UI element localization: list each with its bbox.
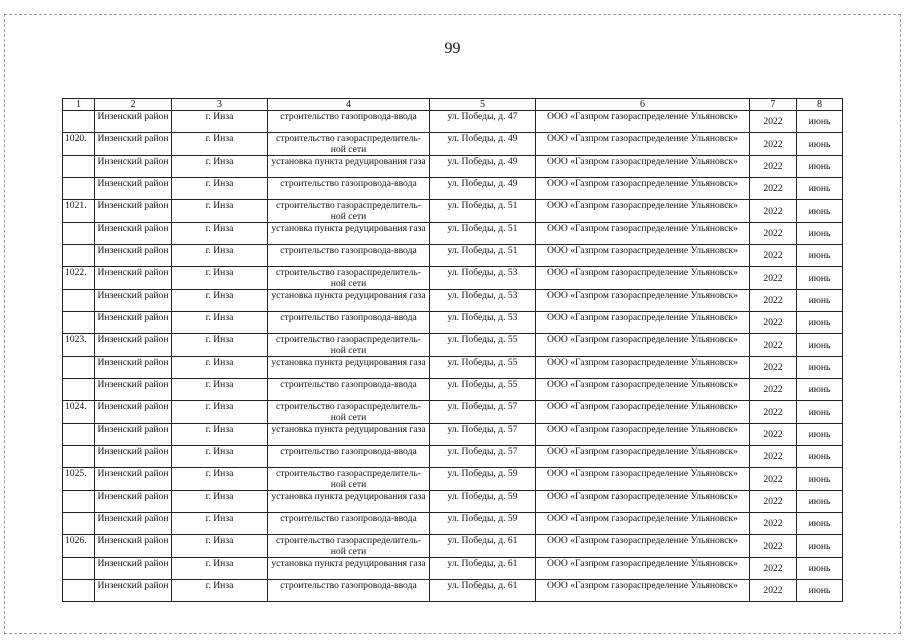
district-cell: Инзенский район: [95, 558, 172, 580]
organization-cell: ООО «Газпром газораспределение Ульяновск»: [536, 312, 750, 334]
district-cell: Инзенский район: [95, 223, 172, 245]
district-cell: Инзенский район: [95, 357, 172, 379]
organization-cell: ООО «Газпром газораспределение Ульяновск»: [536, 357, 750, 379]
city-cell: г. Инза: [172, 178, 268, 200]
city-cell: г. Инза: [172, 535, 268, 558]
year-cell: 2022: [750, 558, 797, 580]
month-cell: июнь: [797, 245, 843, 267]
work-type-cell: строительство газопровода-ввода: [268, 178, 430, 200]
city-cell: г. Инза: [172, 200, 268, 223]
address-cell: ул. Победы, д. 59: [430, 513, 536, 535]
city-cell: г. Инза: [172, 133, 268, 156]
row-number: [63, 290, 95, 312]
table-row: [63, 401, 843, 424]
month-cell: июнь: [797, 334, 843, 357]
row-number: [63, 178, 95, 200]
city-cell: г. Инза: [172, 290, 268, 312]
work-type-cell: строительство газораспределитель-ной сети: [268, 334, 430, 357]
organization-cell: ООО «Газпром газораспределение Ульяновск»: [536, 424, 750, 446]
organization-cell: ООО «Газпром газораспределение Ульяновск»: [536, 446, 750, 468]
work-type-cell: строительство газораспределитель-ной сети: [268, 468, 430, 491]
city-cell: г. Инза: [172, 334, 268, 357]
district-cell: Инзенский район: [95, 200, 172, 223]
row-number: [63, 379, 95, 401]
district-cell: Инзенский район: [95, 446, 172, 468]
table-row: [63, 267, 843, 290]
row-number: [63, 558, 95, 580]
work-type-cell: строительство газопровода-ввода: [268, 312, 430, 334]
district-cell: Инзенский район: [95, 491, 172, 513]
row-number: 1023.: [63, 334, 95, 357]
address-cell: ул. Победы, д. 61: [430, 580, 536, 602]
month-cell: июнь: [797, 133, 843, 156]
row-number: 1022.: [63, 267, 95, 290]
column-header: 4: [268, 99, 430, 111]
organization-cell: ООО «Газпром газораспределение Ульяновск»: [536, 491, 750, 513]
organization-cell: ООО «Газпром газораспределение Ульяновск»: [536, 558, 750, 580]
table-row: [63, 535, 843, 558]
district-cell: Инзенский район: [95, 178, 172, 200]
city-cell: г. Инза: [172, 446, 268, 468]
row-number: [63, 156, 95, 178]
city-cell: г. Инза: [172, 491, 268, 513]
table-row: [63, 290, 843, 312]
table-header-row: [63, 99, 843, 111]
month-cell: июнь: [797, 468, 843, 491]
year-cell: 2022: [750, 111, 797, 133]
address-cell: ул. Победы, д. 57: [430, 424, 536, 446]
work-type-cell: строительство газораспределитель-ной сети: [268, 267, 430, 290]
year-cell: 2022: [750, 312, 797, 334]
work-type-cell: строительство газопровода-ввода: [268, 580, 430, 602]
table-row: [63, 558, 843, 580]
organization-cell: ООО «Газпром газораспределение Ульяновск»: [536, 379, 750, 401]
table-row: [63, 312, 843, 334]
month-cell: июнь: [797, 290, 843, 312]
month-cell: июнь: [797, 111, 843, 133]
address-cell: ул. Победы, д. 49: [430, 156, 536, 178]
organization-cell: ООО «Газпром газораспределение Ульяновск»: [536, 468, 750, 491]
organization-cell: ООО «Газпром газораспределение Ульяновск»: [536, 290, 750, 312]
work-type-cell: строительство газораспределитель-ной сети: [268, 401, 430, 424]
table-row: [63, 491, 843, 513]
table-row: [63, 446, 843, 468]
district-cell: Инзенский район: [95, 468, 172, 491]
column-header: 7: [750, 99, 797, 111]
year-cell: 2022: [750, 267, 797, 290]
address-cell: ул. Победы, д. 55: [430, 357, 536, 379]
address-cell: ул. Победы, д. 51: [430, 245, 536, 267]
address-cell: ул. Победы, д. 49: [430, 133, 536, 156]
organization-cell: ООО «Газпром газораспределение Ульяновск»: [536, 267, 750, 290]
work-type-cell: установка пункта редуцирования газа: [268, 357, 430, 379]
row-number: 1025.: [63, 468, 95, 491]
year-cell: 2022: [750, 401, 797, 424]
column-header: 2: [95, 99, 172, 111]
table-row: [63, 424, 843, 446]
row-number: [63, 446, 95, 468]
work-type-cell: установка пункта редуцирования газа: [268, 424, 430, 446]
city-cell: г. Инза: [172, 111, 268, 133]
city-cell: г. Инза: [172, 245, 268, 267]
address-cell: ул. Победы, д. 59: [430, 491, 536, 513]
city-cell: г. Инза: [172, 513, 268, 535]
page-border-bottom: [4, 633, 901, 634]
address-cell: ул. Победы, д. 47: [430, 111, 536, 133]
address-cell: ул. Победы, д. 53: [430, 312, 536, 334]
row-number: 1020.: [63, 133, 95, 156]
year-cell: 2022: [750, 446, 797, 468]
work-type-cell: установка пункта редуцирования газа: [268, 491, 430, 513]
month-cell: июнь: [797, 513, 843, 535]
column-header: 6: [536, 99, 750, 111]
page-number: 99: [444, 40, 461, 57]
address-cell: ул. Победы, д. 59: [430, 468, 536, 491]
column-header: 3: [172, 99, 268, 111]
city-cell: г. Инза: [172, 580, 268, 602]
city-cell: г. Инза: [172, 424, 268, 446]
address-cell: ул. Победы, д. 53: [430, 267, 536, 290]
work-type-cell: установка пункта редуцирования газа: [268, 223, 430, 245]
address-cell: ул. Победы, д. 57: [430, 401, 536, 424]
table-row: [63, 580, 843, 602]
address-cell: ул. Победы, д. 51: [430, 200, 536, 223]
city-cell: г. Инза: [172, 156, 268, 178]
year-cell: 2022: [750, 334, 797, 357]
address-cell: ул. Победы, д. 57: [430, 446, 536, 468]
table-row: [63, 156, 843, 178]
table-row: [63, 111, 843, 133]
column-header: 1: [63, 99, 95, 111]
city-cell: г. Инза: [172, 312, 268, 334]
table-row: [63, 334, 843, 357]
month-cell: июнь: [797, 580, 843, 602]
year-cell: 2022: [750, 178, 797, 200]
district-cell: Инзенский район: [95, 133, 172, 156]
work-type-cell: установка пункта редуцирования газа: [268, 156, 430, 178]
month-cell: июнь: [797, 223, 843, 245]
district-cell: Инзенский район: [95, 580, 172, 602]
organization-cell: ООО «Газпром газораспределение Ульяновск»: [536, 245, 750, 267]
district-cell: Инзенский район: [95, 379, 172, 401]
district-cell: Инзенский район: [95, 424, 172, 446]
month-cell: июнь: [797, 312, 843, 334]
district-cell: Инзенский район: [95, 245, 172, 267]
row-number: [63, 491, 95, 513]
organization-cell: ООО «Газпром газораспределение Ульяновск»: [536, 200, 750, 223]
address-cell: ул. Победы, д. 61: [430, 558, 536, 580]
work-type-cell: строительство газораспределитель-ной сети: [268, 133, 430, 156]
row-number: [63, 312, 95, 334]
district-cell: Инзенский район: [95, 513, 172, 535]
work-type-cell: строительство газораспределитель-ной сети: [268, 535, 430, 558]
year-cell: 2022: [750, 491, 797, 513]
month-cell: июнь: [797, 200, 843, 223]
month-cell: июнь: [797, 535, 843, 558]
month-cell: июнь: [797, 267, 843, 290]
month-cell: июнь: [797, 424, 843, 446]
month-cell: июнь: [797, 446, 843, 468]
district-cell: Инзенский район: [95, 535, 172, 558]
work-type-cell: строительство газораспределитель-ной сети: [268, 200, 430, 223]
row-number: [63, 513, 95, 535]
row-number: [63, 580, 95, 602]
year-cell: 2022: [750, 245, 797, 267]
district-cell: Инзенский район: [95, 156, 172, 178]
row-number: [63, 424, 95, 446]
table-row: [63, 245, 843, 267]
address-cell: ул. Победы, д. 61: [430, 535, 536, 558]
organization-cell: ООО «Газпром газораспределение Ульяновск»: [536, 133, 750, 156]
row-number: 1021.: [63, 200, 95, 223]
organization-cell: ООО «Газпром газораспределение Ульяновск»: [536, 401, 750, 424]
row-number: [63, 357, 95, 379]
work-type-cell: строительство газопровода-ввода: [268, 446, 430, 468]
organization-cell: ООО «Газпром газораспределение Ульяновск»: [536, 156, 750, 178]
address-cell: ул. Победы, д. 51: [430, 223, 536, 245]
gasification-schedule-table: [62, 98, 843, 602]
organization-cell: ООО «Газпром газораспределение Ульяновск»: [536, 178, 750, 200]
address-cell: ул. Победы, д. 53: [430, 290, 536, 312]
table-row: [63, 468, 843, 491]
district-cell: Инзенский район: [95, 267, 172, 290]
year-cell: 2022: [750, 468, 797, 491]
work-type-cell: строительство газопровода-ввода: [268, 513, 430, 535]
column-header: 5: [430, 99, 536, 111]
month-cell: июнь: [797, 357, 843, 379]
table-row: [63, 357, 843, 379]
table-body: [63, 111, 843, 602]
work-type-cell: строительство газопровода-ввода: [268, 379, 430, 401]
year-cell: 2022: [750, 535, 797, 558]
column-header: 8: [797, 99, 843, 111]
table-row: [63, 200, 843, 223]
month-cell: июнь: [797, 178, 843, 200]
work-type-cell: установка пункта редуцирования газа: [268, 558, 430, 580]
year-cell: 2022: [750, 156, 797, 178]
work-type-cell: строительство газопровода-ввода: [268, 245, 430, 267]
month-cell: июнь: [797, 379, 843, 401]
month-cell: июнь: [797, 558, 843, 580]
year-cell: 2022: [750, 379, 797, 401]
city-cell: г. Инза: [172, 357, 268, 379]
district-cell: Инзенский район: [95, 312, 172, 334]
organization-cell: ООО «Газпром газораспределение Ульяновск»: [536, 223, 750, 245]
row-number: [63, 223, 95, 245]
city-cell: г. Инза: [172, 468, 268, 491]
year-cell: 2022: [750, 357, 797, 379]
district-cell: Инзенский район: [95, 290, 172, 312]
city-cell: г. Инза: [172, 379, 268, 401]
page-border-top: [4, 14, 901, 15]
address-cell: ул. Победы, д. 49: [430, 178, 536, 200]
table-row: [63, 223, 843, 245]
city-cell: г. Инза: [172, 267, 268, 290]
address-cell: ул. Победы, д. 55: [430, 379, 536, 401]
row-number: [63, 245, 95, 267]
city-cell: г. Инза: [172, 558, 268, 580]
month-cell: июнь: [797, 491, 843, 513]
year-cell: 2022: [750, 133, 797, 156]
year-cell: 2022: [750, 223, 797, 245]
year-cell: 2022: [750, 200, 797, 223]
work-type-cell: строительство газопровода-ввода: [268, 111, 430, 133]
organization-cell: ООО «Газпром газораспределение Ульяновск»: [536, 111, 750, 133]
table-row: [63, 379, 843, 401]
year-cell: 2022: [750, 290, 797, 312]
table-row: [63, 513, 843, 535]
page-border-left: [4, 14, 5, 634]
page-border-right: [900, 14, 901, 634]
district-cell: Инзенский район: [95, 111, 172, 133]
table-row: [63, 133, 843, 156]
organization-cell: ООО «Газпром газораспределение Ульяновск»: [536, 535, 750, 558]
year-cell: 2022: [750, 424, 797, 446]
row-number: [63, 111, 95, 133]
row-number: 1026.: [63, 535, 95, 558]
district-cell: Инзенский район: [95, 334, 172, 357]
organization-cell: ООО «Газпром газораспределение Ульяновск»: [536, 580, 750, 602]
month-cell: июнь: [797, 156, 843, 178]
row-number: 1024.: [63, 401, 95, 424]
address-cell: ул. Победы, д. 55: [430, 334, 536, 357]
month-cell: июнь: [797, 401, 843, 424]
organization-cell: ООО «Газпром газораспределение Ульяновск»: [536, 334, 750, 357]
city-cell: г. Инза: [172, 223, 268, 245]
year-cell: 2022: [750, 580, 797, 602]
year-cell: 2022: [750, 513, 797, 535]
organization-cell: ООО «Газпром газораспределение Ульяновск»: [536, 513, 750, 535]
work-type-cell: установка пункта редуцирования газа: [268, 290, 430, 312]
table-row: [63, 178, 843, 200]
district-cell: Инзенский район: [95, 401, 172, 424]
city-cell: г. Инза: [172, 401, 268, 424]
